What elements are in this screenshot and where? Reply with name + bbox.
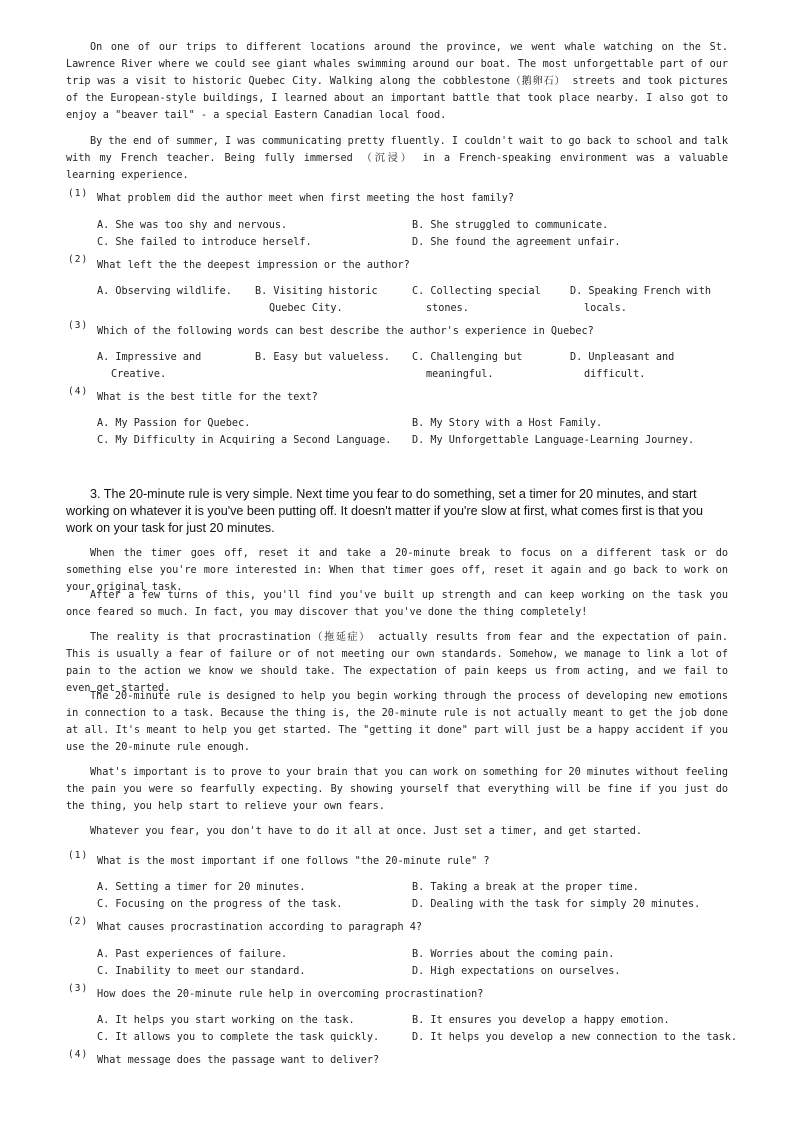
option-d[interactable]	[570, 349, 674, 383]
option-text: A. Impressive and	[97, 352, 202, 363]
option-a[interactable]	[97, 283, 232, 300]
option-a[interactable]: A. It helps you start working on the task.	[97, 1015, 355, 1026]
question-number: (3)	[68, 320, 89, 331]
option-text: A. Observing wildlife.	[97, 286, 232, 297]
option-c[interactable]	[412, 349, 522, 383]
passage3-paragraph-1: When the timer goes off, reset it and take a 20-minute break to focus on a different task or do something else you're more interested in: When that timer goes off, reset it again and go back to work on your original task.	[66, 548, 728, 593]
option-text-continued: Creative.	[111, 369, 167, 380]
question-number: (3)	[68, 983, 89, 994]
question-number: (4)	[68, 1049, 89, 1060]
option-b[interactable]: B. Taking a break at the proper time.	[412, 882, 639, 893]
option-b[interactable]: B. My Story with a Host Family.	[412, 418, 603, 429]
option-c[interactable]	[412, 283, 541, 317]
option-text-continued: meaningful.	[426, 369, 494, 380]
option-a[interactable]: A. Past experiences of failure.	[97, 949, 288, 960]
question-number: (1)	[68, 188, 89, 199]
passage3-paragraph-6: Whatever you fear, you don't have to do it all at once. Just set a timer, and get started.	[90, 826, 643, 837]
option-b[interactable]: B. It ensures you develop a happy emotion.	[412, 1015, 670, 1026]
passage2-paragraph-2: By the end of summer, I was communicating pretty fluently. I couldn't wait to go back to school and talk with my French teacher. Being fully immersed （沉浸） in a French-speaking environment was a valuable learning experience.	[66, 136, 728, 181]
option-b[interactable]	[255, 349, 390, 366]
option-c[interactable]: C. She failed to introduce herself.	[97, 237, 312, 248]
option-d[interactable]: D. High expectations on ourselves.	[412, 966, 621, 977]
passage3-heading: 3. The 20-minute rule is very simple. Next time you fear to do something, set a timer for 20 minutes, and start working on whatever it is you've been putting off. It doesn't matter if you're slow at first, what comes first is that you work on your task for just 20 minutes.	[66, 487, 703, 535]
passage3-paragraph-4: The 20-minute rule is designed to help you begin working through the process of developing new emotions in connection to a task. Because the thing is, the 20-minute rule is not actually meant to get the job done at all. It's meant to help you get started. The "getting it done" part will just be a happy accident if you use the 20-minute rule enough.	[66, 691, 728, 753]
question-text: What problem did the author meet when first meeting the host family?	[97, 193, 515, 204]
option-a[interactable]: A. Setting a timer for 20 minutes.	[97, 882, 306, 893]
option-text: C. Challenging but	[412, 352, 523, 363]
option-b[interactable]: B. Worries about the coming pain.	[412, 949, 615, 960]
question-number: (4)	[68, 386, 89, 397]
question-text: What is the best title for the text?	[97, 392, 318, 403]
question-text: What left the the deepest impression or the author?	[97, 260, 410, 271]
option-b[interactable]: B. She struggled to communicate.	[412, 220, 609, 231]
question-text: What causes procrastination according to paragraph 4?	[97, 922, 423, 933]
question-number: (2)	[68, 254, 89, 265]
option-d[interactable]: D. Dealing with the task for simply 20 minutes.	[412, 899, 701, 910]
question-text: How does the 20-minute rule help in overcoming procrastination?	[97, 989, 484, 1000]
option-d[interactable]	[570, 283, 711, 317]
option-c[interactable]: C. Focusing on the progress of the task.	[97, 899, 343, 910]
option-d[interactable]: D. She found the agreement unfair.	[412, 237, 621, 248]
option-text: B. Easy but valueless.	[255, 352, 390, 363]
option-c[interactable]: C. Inability to meet our standard.	[97, 966, 306, 977]
passage2-paragraph-1: On one of our trips to different locations around the province, we went whale watching on the St. Lawrence River where we could see giant whales swimming around our boat. The most unforgettable part of our trip was a visit to historic Quebec City. Walking along the cobblestone（鹅卵石） streets and took pictures of the European-style buildings, I learned about an important battle that took place nearby. I also got to enjoy a "beaver tail" - a special Eastern Canadian local food.	[66, 42, 728, 121]
question-text: What message does the passage want to deliver?	[97, 1055, 380, 1066]
option-a[interactable]	[97, 349, 201, 383]
option-text-continued: locals.	[584, 303, 627, 314]
option-c[interactable]: C. My Difficulty in Acquiring a Second Language.	[97, 435, 392, 446]
passage3-paragraph-2: After a few turns of this, you'll find you've built up strength and can keep working on the task you once feared so much. In fact, you may discover that you've done the thing completely!	[66, 590, 728, 618]
question-number: (2)	[68, 916, 89, 927]
option-text: D. Unpleasant and	[570, 352, 675, 363]
question-number: (1)	[68, 850, 89, 861]
passage3-paragraph-3: The reality is that procrastination（拖延症） actually results from fear and the expectation of pain. This is usually a fear of failure or of not meeting our own standards. Somehow, we manage to link a lot of pain to the action we know we should take. The expectation of pain keeps us from acting, and we fail to even get started.	[66, 632, 728, 694]
question-text: What is the most important if one follows "the 20-minute rule" ?	[97, 856, 490, 867]
passage3-paragraph-5: What's important is to prove to your brain that you can work on something for 20 minutes without feeling the pain you were so fearfully expecting. By showing yourself that everything will be fine if you just do the thing, you help start to relieve your own fears.	[66, 767, 728, 812]
option-b[interactable]	[255, 283, 378, 317]
option-text: C. Collecting special	[412, 286, 541, 297]
option-a[interactable]: A. She was too shy and nervous.	[97, 220, 288, 231]
option-text-continued: Quebec City.	[269, 303, 343, 314]
option-text-continued: stones.	[426, 303, 469, 314]
option-text: D. Speaking French with	[570, 286, 712, 297]
question-text: Which of the following words can best describe the author's experience in Quebec?	[97, 326, 594, 337]
option-d[interactable]: D. My Unforgettable Language-Learning Journey.	[412, 435, 695, 446]
option-d[interactable]: D. It helps you develop a new connection to the task.	[412, 1032, 738, 1043]
option-c[interactable]: C. It allows you to complete the task quickly.	[97, 1032, 380, 1043]
option-a[interactable]: A. My Passion for Quebec.	[97, 418, 251, 429]
option-text: B. Visiting historic	[255, 286, 378, 297]
option-text-continued: difficult.	[584, 369, 646, 380]
